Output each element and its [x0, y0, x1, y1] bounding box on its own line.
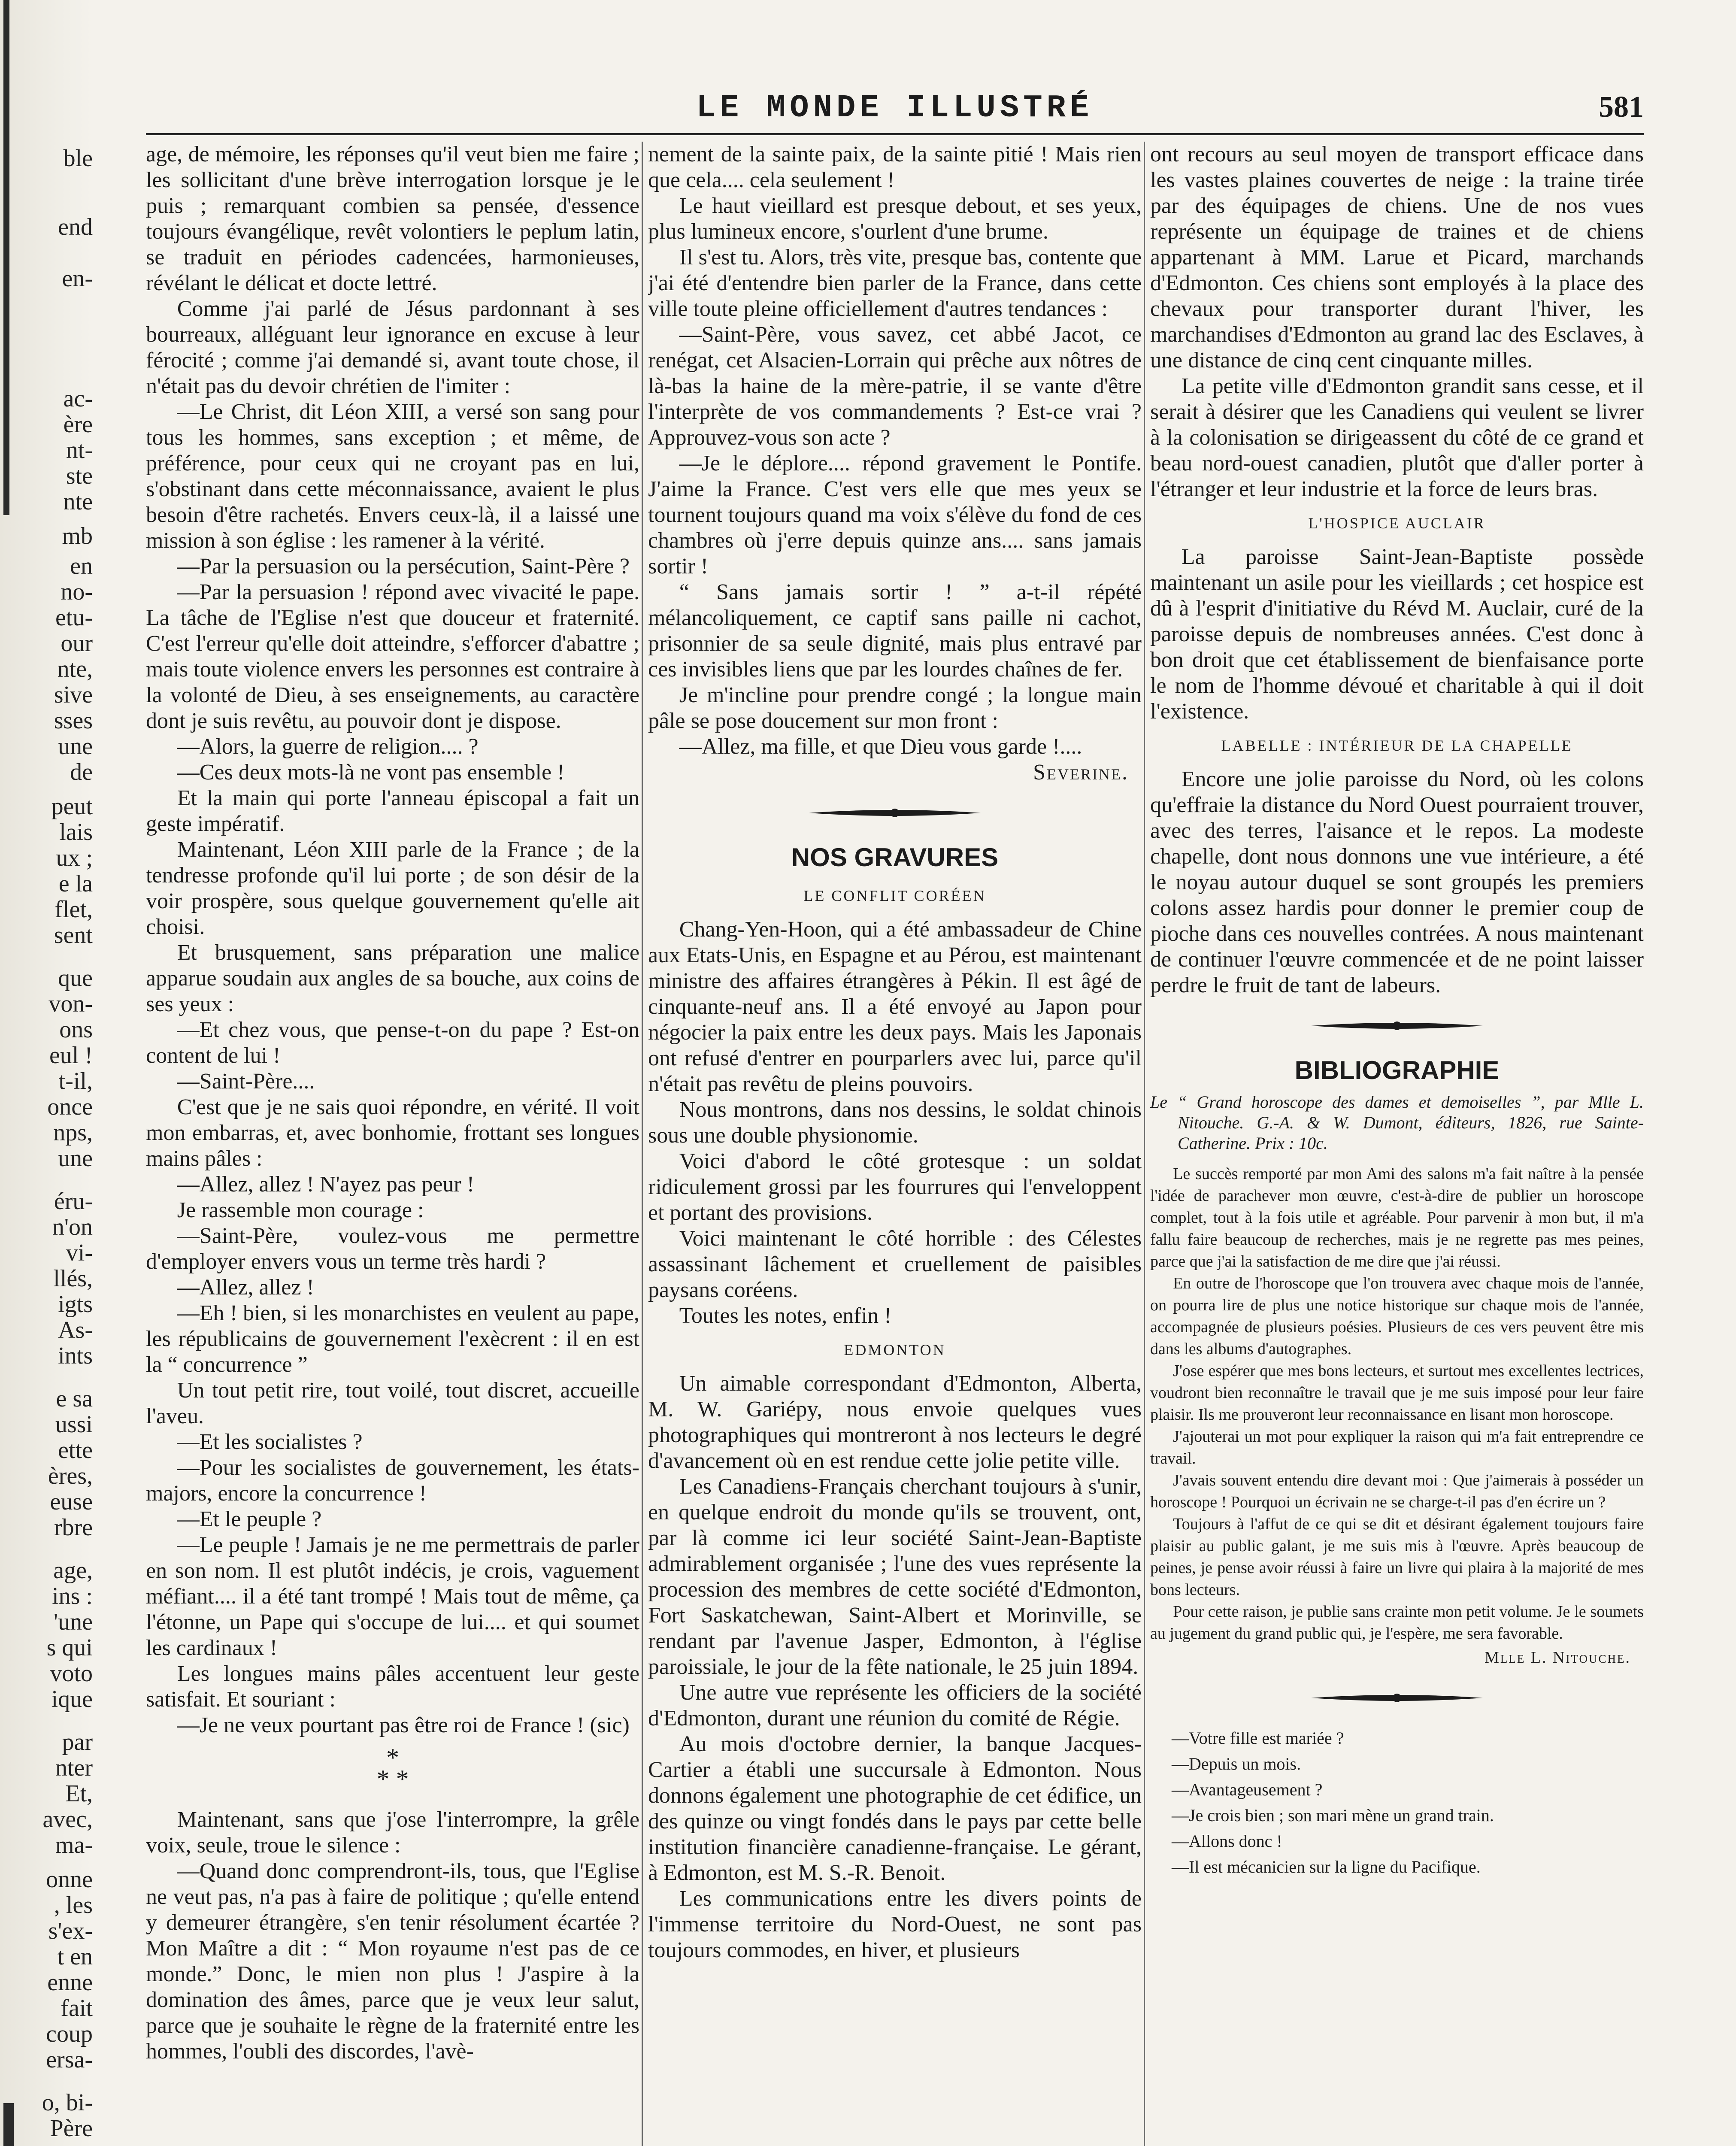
gutter-fragment: As- — [58, 1318, 93, 1343]
paragraph: Les Canadiens-Français cherchant toujours à s'unir, en quelque endroit du monde qu'ils se trouvent, ont, par là comme ici leur société Saint-Jean-Baptiste admirablement organisée ; l'une des vues représente la procession des membres de cette société d'Edmonton, Fort Saskatchewan, Saint-Albert et Morinville, se rendant par l'avenue Jasper, Edmonton, à l'église paroissiale, le jour de la fête nationale, le 25 juin 1894. — [648, 1474, 1142, 1679]
paragraph: Voici maintenant le côté horrible : des Célestes assassinant lâchement et cruellement de paisibles paysans coréens. — [648, 1226, 1142, 1302]
paragraph: —Le Christ, dit Léon XIII, a versé son sang pour tous les hommes, sans exception ; et même, de préférence, pour ceux qui ne croyant pas en lui, s'obstinant dans cette méconnaissance, avaient le plus besoin d'être rachetés. Envers ceux-là, il a laissé une mission à son église : les ramener à la vérité. — [146, 400, 639, 553]
paragraph: Pour cette raison, je publie sans crainte mon petit volume. Je le soumets au jugement du grand public qui, je l'espère, me sera favorable. — [1150, 1603, 1644, 1643]
gutter-fragment: coup — [46, 2022, 93, 2047]
paragraph: age, de mémoire, les réponses qu'il veut bien me faire ; les sollicitant d'une brève interrogation lorsque je le puis ; remarquant combien sa pensée, d'essence toujours évangélique, revêt volontiers le peplum latin, se traduit en périodes cadencées, harmonieuses, révélant le délicat et docte lettré. — [146, 142, 639, 295]
paragraph: —Saint-Père, vous savez, cet abbé Jacot, ce renégat, cet Alsacien-Lorrain qui prêche aux nôtres de là-bas la haine de la mère-patrie, il se vante d'être l'interprète de vos commandements ? Est-ce vrai ? Approuvez-vous son acte ? — [648, 322, 1142, 450]
paragraph: Je m'incline pour prendre congé ; la longue main pâle se pose doucement sur mon front : — [648, 683, 1142, 733]
gutter-fragment: enne — [47, 1970, 93, 1996]
gutter-fragment: , les — [54, 1893, 93, 1919]
gutter-fragment: en — [70, 554, 93, 579]
gutter-fragment: ères, — [48, 1464, 93, 1489]
dialogue-line: —Depuis un mois. — [1172, 1754, 1301, 1773]
sub-title: LE CONFLIT CORÉEN — [803, 887, 986, 904]
paragraph: —Et le peuple ? — [177, 1507, 322, 1531]
dialogue-anecdote — [1150, 1725, 1644, 1880]
paragraph: Voici d'abord le côté grotesque : un soldat ridiculement grossi par les fourrures qui l'enveloppent et portant des provisions. — [648, 1149, 1142, 1225]
gutter-strip — [0, 0, 94, 2146]
paragraph: —Par la persuasion ou la persécution, Saint-Père ? — [177, 554, 630, 579]
gutter-fragment: lais — [59, 820, 93, 846]
gutter-fragment: n'on — [52, 1215, 93, 1240]
gutter-fragment: eul ! — [49, 1043, 93, 1069]
dialogue-line: —Il est mécanicien sur la ligne du Pacifique. — [1172, 1857, 1481, 1876]
gutter-fragment: etu- — [55, 605, 93, 631]
paragraph: C'est que je ne sais quoi répondre, en vérité. Il voit mon embarras, et, avec bonhomie, frottant ses longues mains pâles : — [146, 1095, 639, 1171]
dialogue-line: —Allons donc ! — [1172, 1831, 1282, 1851]
paragraph: Et brusquement, sans préparation une malice apparue soudain aux angles de sa bouche, aux coins de ses yeux : — [146, 940, 639, 1016]
gutter-fragment: Père — [50, 2116, 93, 2142]
gutter-fragment: peut — [51, 794, 93, 820]
paragraph: —Allez, allez ! N'ayez pas peur ! — [177, 1172, 475, 1197]
paragraph: J'avais souvent entendu dire devant moi : Que j'aimerais à posséder un horoscope ! Pourquoi un écrivain ne se charge-t-il pas d'en écrire un ? — [1150, 1471, 1644, 1511]
gutter-fragment: une — [58, 1146, 93, 1172]
gutter-fragment: t en — [57, 1944, 93, 1970]
gutter-fragment: rbre — [54, 1515, 93, 1541]
paragraph: Un aimable correspondant d'Edmonton, Alberta, M. W. Gariépy, nous envoie quelques vues photographiques qui montreront à nos lecteurs le degré d'avancement où en est rendue cette jolie petite ville. — [648, 1371, 1142, 1473]
paragraph: Je rassemble mon courage : — [177, 1198, 424, 1222]
gutter-fragment: éru- — [54, 1189, 93, 1215]
gutter-fragment: e sa — [56, 1386, 93, 1412]
page-header — [146, 86, 1644, 133]
paragraph: Toutes les notes, enfin ! — [679, 1303, 892, 1328]
paragraph: —Ces deux mots-là ne vont pas ensemble ! — [177, 760, 565, 785]
gutter-fragment: once — [47, 1094, 93, 1120]
sub-title: EDMONTON — [844, 1341, 946, 1358]
paragraph: J'ose espérer que mes bons lecteurs, et surtout mes excellentes lectrices, voudront bien reconnaître le travail que je me suis imposé pour leur faire plaisir. Ils me prouveront leur reconnaissance en lisant mon horoscope. — [1150, 1362, 1644, 1424]
paragraph: Toujours à l'affut de ce qui se dit et désirant également toujours faire plaisir au public galant, je me suis mis à l'œuvre. Après beaucoup de peines, je pense avoir réussi à faire un livre qui plaira à la majorité de mes bons lecteurs. — [1150, 1515, 1644, 1599]
paragraph: Il s'est tu. Alors, très vite, presque bas, contente que j'ai été d'entendre bien parler de la France, dans cette ville toute pleine officiellement d'autres tendances : — [648, 245, 1142, 321]
journal-title: LE MONDE ILLUSTRÉ — [696, 90, 1094, 126]
gutter-fragment: nte, — [57, 657, 93, 682]
paragraph: —Par la persuasion ! répond avec vivacité le pape. La tâche de l'Eglise n'est que douceur et fraternité. C'est l'erreur qu'elle doit atteindre, s'efforcer d'abattre ; mais toute violence envers les personnes est contraire à la volonté de Dieu, à ses enseignements, au caractère dont je suis revêtu, au pouvoir dont je dispose. — [146, 580, 639, 733]
paragraph: La paroisse Saint-Jean-Baptiste possède maintenant un asile pour les vieillards ; cet hospice est dû à l'esprit d'initiative du Révd M. Auclair, curé de la paroisse depuis de nombreuses années. C'est donc à bon droit que cet établissement de bienfaisance porte le nom de l'homme dévoué et charitable à qui il doit l'existence. — [1150, 545, 1644, 724]
paragraph: En outre de l'horoscope que l'on trouvera avec chaque mois de l'année, on pourra lire de plus une notice historique sur chaque mois de l'année, accompagnée de plusieurs poésies. Plusieurs de ces vers peuvent être mis dans les albums d'autographes. — [1150, 1274, 1644, 1358]
dialogue-line: —Je crois bien ; son mari mène un grand train. — [1172, 1806, 1494, 1825]
gutter-fragment: nte — [63, 489, 93, 515]
paragraph: —Pour les socialistes de gouvernement, les états-majors, encore la concurrence ! — [146, 1455, 639, 1506]
gutter-fragment: no- — [61, 579, 93, 605]
paragraph: Au mois d'octobre dernier, la banque Jacques-Cartier a établi une succursale à Edmonton. Nous donnons également une photographie de cet édifice, un des quinze ou vingt fondés dans le pays par cette belle institution financière canadienne-française. Le gérant, à Edmonton, est M. S.-R. Benoit. — [648, 1732, 1142, 1885]
paragraph: Nous montrons, dans nos dessins, le soldat chinois sous une double physionomie. — [648, 1097, 1142, 1148]
gutter-fragment: o, bi- — [42, 2090, 93, 2116]
bibliography-heading: Le “ Grand horoscope des dames et demoiselles ”, par Mlle L. Nitouche. G.-A. & W. Dumont, éditeurs, 1826, rue Sainte-Catherine. Prix : 10c. — [1150, 1092, 1644, 1153]
sub-title: LABELLE : INTÉRIEUR DE LA CHAPELLE — [1221, 737, 1573, 754]
gutter-fragment: nt- — [66, 438, 93, 464]
column-divider — [642, 142, 643, 2146]
author-signature: Severine. — [1033, 760, 1129, 785]
paragraph: —Eh ! bien, si les monarchistes en veulent au pape, les républicains de gouvernement l'exècrent : il en est la “ concurrence ” — [146, 1301, 639, 1377]
gutter-fragment: de — [70, 760, 93, 785]
paragraph: —Allez, ma fille, et que Dieu vous garde !.... — [679, 734, 1082, 759]
paragraph: Maintenant, Léon XIII parle de la France ; de la tendresse profonde qu'il lui porte ; de son désir de la voir prospère, sous quelque gouvernement qu'elle ait choisi. — [146, 837, 639, 939]
dialogue-line: —Avantageusement ? — [1172, 1780, 1323, 1799]
column-3 — [1150, 142, 1644, 2146]
gutter-fragment: ette — [58, 1438, 93, 1464]
paragraph: —Et chez vous, que pense-t-on du pape ? Est-on content de lui ! — [146, 1018, 639, 1068]
gutter-fragment: ique — [51, 1687, 93, 1713]
gutter-fragment: ons — [59, 1017, 93, 1043]
ornament-divider — [1150, 1681, 1644, 1715]
gutter-fragment: ac- — [63, 386, 93, 412]
paragraph: Chang-Yen-Hoon, qui a été ambassadeur de Chine aux Etats-Unis, en Espagne et au Pérou, est maintenant ministre des affaires étrangères à Pékin. Il est âgé de cinquante-neuf ans. Il a été envoyé au Japon pour négocier la paix entre les deux pays. Mais les Japonais ont refusé d'entrer en pourparlers avec lui, parce qu'il n'était pas revêtu de pleins pouvoirs. — [648, 917, 1142, 1096]
section-title: NOS GRAVURES — [791, 843, 999, 872]
gutter-fragment: voto — [50, 1661, 93, 1687]
paragraph: Un tout petit rire, tout voilé, tout discret, accueille l'aveu. — [146, 1378, 639, 1428]
gutter-fragment: ste — [66, 464, 93, 489]
gutter-fragment: mb — [62, 524, 93, 549]
column-divider — [1144, 142, 1145, 2146]
paragraph: “ Sans jamais sortir ! ” a-t-il répété mélancoliquement, ce captif sans paille ni cachot, prisonnier de sa seule dignité, mais plus entravé par ces invisibles liens que par les lourdes chaînes de fer. — [648, 580, 1142, 682]
gutter-fragment: ma- — [55, 1833, 93, 1858]
gutter-fragment: une — [58, 734, 93, 760]
gutter-fragment: ersa- — [46, 2047, 93, 2073]
gutter-fragment: flet, — [55, 897, 93, 923]
gutter-fragment: ble — [63, 146, 93, 172]
gutter-fragment: t-il, — [58, 1069, 93, 1094]
paragraph: Comme j'ai parlé de Jésus pardonnant à ses bourreaux, alléguant leur ignorance en excuse à leur férocité ; comme j'ai demandé si, avant toute chose, il n'était pas du devoir chrétien de l'imiter : — [146, 297, 639, 398]
gutter-fragment: onne — [46, 1867, 93, 1893]
paragraph: Les longues mains pâles accentuent leur geste satisfait. Et souriant : — [146, 1661, 639, 1712]
gutter-fragment: e la — [58, 871, 93, 897]
paragraph: —Quand donc comprendront-ils, tous, que l'Eglise ne veut pas, n'a pas à faire de politique ; qu'elle entend y demeurer étrangère, s'en tenir résolument écartée ? Mon Maître a dit : “ Mon royaume n'est pas de ce monde.” Donc, le mien non plus ! J'aspire à la domination des âmes, parce que je veux leur salut, parce que je souhaite le règne de la fraternité entre les hommes, l'oubli des discordes, l'avè- — [146, 1859, 639, 2064]
paragraph: Le succès remporté par mon Ami des salons m'a fait naître à la pensée l'idée de parachever mon œuvre, c'est-à-dire de publier un horoscope complet, tout à la fois utile et agréable. Pour parvenir à mon but, il m'a fallu faire beaucoup de recherches, mais je ne regrette pas mes peines, parce que j'ai la satisfaction de me dire que j'ai réussi. — [1150, 1165, 1644, 1270]
column-1 — [146, 142, 639, 2146]
gutter-fragment: end — [58, 215, 93, 240]
paragraph: —Saint-Père.... — [177, 1069, 315, 1094]
gutter-fragment: par — [62, 1730, 93, 1755]
ornament-divider — [648, 796, 1142, 830]
paragraph: Le haut vieillard est presque debout, et ses yeux, plus lumineux encore, s'ourlent d'une brume. — [648, 194, 1142, 244]
gutter-fragment: nps, — [53, 1120, 93, 1146]
gutter-fragment: fait — [61, 1996, 93, 2022]
paragraph: La petite ville d'Edmonton grandit sans cesse, et il serait à désirer que les Canadiens qui veulent se livrer à la colonisation se dirigeassent du côté de ce grand et beau nord-ouest canadien, plutôt que d'aller porter à l'étranger et leur industrie et la force de leurs bras. — [1150, 374, 1644, 501]
gutter-fragment: sent — [54, 923, 93, 949]
ornament-divider — [1150, 1009, 1644, 1043]
col1-part-a — [146, 142, 639, 1738]
gutter-fragment: ux ; — [56, 846, 93, 871]
paragraph: Maintenant, sans que j'ose l'interrompre, la grêle voix, seule, troue le silence : — [146, 1807, 639, 1858]
gutter-fragment: que — [58, 966, 93, 991]
gutter-fragment: sive — [54, 682, 93, 708]
gutter-fragment: age, — [53, 1558, 93, 1584]
gutter-fragment: ins : — [52, 1584, 93, 1610]
gutter-fragment: 'une — [54, 1610, 93, 1635]
col1-part-b — [146, 1807, 639, 2064]
paragraph: nement de la sainte paix, de la sainte pitié ! Mais rien que cela.... cela seulement ! — [648, 142, 1142, 192]
paragraph: —Alors, la guerre de religion.... ? — [177, 734, 479, 759]
paragraph: ont recours au seul moyen de transport efficace dans les vastes plaines couvertes de neige : la traine tirée par des équipages de chiens. Une de nos vues représente un équipage de traines et de chiens appartenant à MM. Larue et Picard, marchands d'Edmonton. Ces chiens sont employés à la place des chevaux pour transporter durant l'hiver, les marchandises d'Edmonton au grand lac des Esclaves, à une distance de cinq cent cinquante milles. — [1150, 142, 1644, 373]
paragraph: —Je ne veux pourtant pas être roi de France ! (sic) — [177, 1713, 630, 1737]
paragraph: Et la main qui porte l'anneau épiscopal a fait un geste impératif. — [146, 786, 639, 836]
paragraph: —Et les socialistes ? — [177, 1430, 363, 1454]
author-signature: Mlle L. Nitouche. — [1485, 1649, 1631, 1667]
paragraph: Une autre vue représente les officiers de la société d'Edmonton, durant une réunion du comité de Régie. — [648, 1680, 1142, 1731]
gutter-fragment: ère — [63, 412, 93, 438]
gutter-fragment: von- — [48, 991, 93, 1017]
paragraph: J'ajouterai un mot pour expliquer la raison qui m'a fait entreprendre ce travail. — [1150, 1428, 1644, 1467]
paragraph: —Je le déplore.... répond gravement le Pontife. J'aime la France. C'est vers elle que mes yeux se tournent toujours quand ma voix s'élève du fond de ces chambres où j'erre depuis quinze ans.... sans jamais sortir ! — [648, 451, 1142, 579]
asterism: * * * — [376, 1743, 409, 1793]
gutter-fragment: igts — [58, 1292, 93, 1318]
gutter-fragment: en- — [62, 266, 93, 292]
paragraph: Encore une jolie paroisse du Nord, où les colons qu'effraie la distance du Nord Ouest pourraient trouver, avec des terres, l'aisance et le repos. La modeste chapelle, dont nous donnons une vue intérieure, a été le noyau autour duquel se sont groupés les premiers colons assez hardis pour donner le premier coup de pioche dans ces nouvelles contrées. A nous maintenant de continuer l'œuvre commencée et de ne point laisser perdre le fruit de tant de labeurs. — [1150, 767, 1644, 997]
header-rule — [146, 133, 1644, 135]
gutter-fragment: sses — [54, 708, 93, 734]
gutter-fragment: s'ex- — [48, 1919, 93, 1944]
gutter-fragment: our — [61, 631, 93, 657]
gutter-fragment: euse — [50, 1489, 93, 1515]
paragraph: Les communications entre les divers points de l'immense territoire du Nord-Ouest, ne sont pas toujours commodes, en hiver, et plusieurs — [648, 1886, 1142, 1962]
dialogue-line: —Votre fille est mariée ? — [1172, 1728, 1344, 1748]
gutter-fragment: ints — [58, 1343, 93, 1369]
paragraph: —Le peuple ! Jamais je ne me permettrais de parler en son nom. Il est plutôt indécis, je crois, vaguement méfiant.... il a été tant trompé ! Mais tout de même, ça l'étonne, un Pape qui s'occupe de lui.... et qui soumet les cardinaux ! — [146, 1533, 639, 1660]
gutter-fragment: s qui — [46, 1635, 93, 1661]
section-title: BIBLIOGRAPHIE — [1294, 1056, 1500, 1085]
gutter-fragment: llés, — [53, 1266, 93, 1292]
paragraph: —Allez, allez ! — [177, 1275, 314, 1300]
sub-title: L'HOSPICE AUCLAIR — [1308, 515, 1486, 532]
gutter-fragment: nter — [55, 1755, 93, 1781]
gutter-fragment: vi- — [66, 1240, 93, 1266]
page-number: 581 — [1599, 91, 1644, 124]
bibliography-text — [1150, 1163, 1644, 1645]
paragraph: —Saint-Père, voulez-vous me permettre d'employer envers vous un terme très hardi ? — [146, 1224, 639, 1274]
gutter-fragment: ussi — [55, 1412, 93, 1438]
gutter-fragment: avec, — [42, 1807, 93, 1833]
column-2 — [648, 142, 1142, 2146]
gutter-fragment: Et, — [65, 1781, 93, 1807]
